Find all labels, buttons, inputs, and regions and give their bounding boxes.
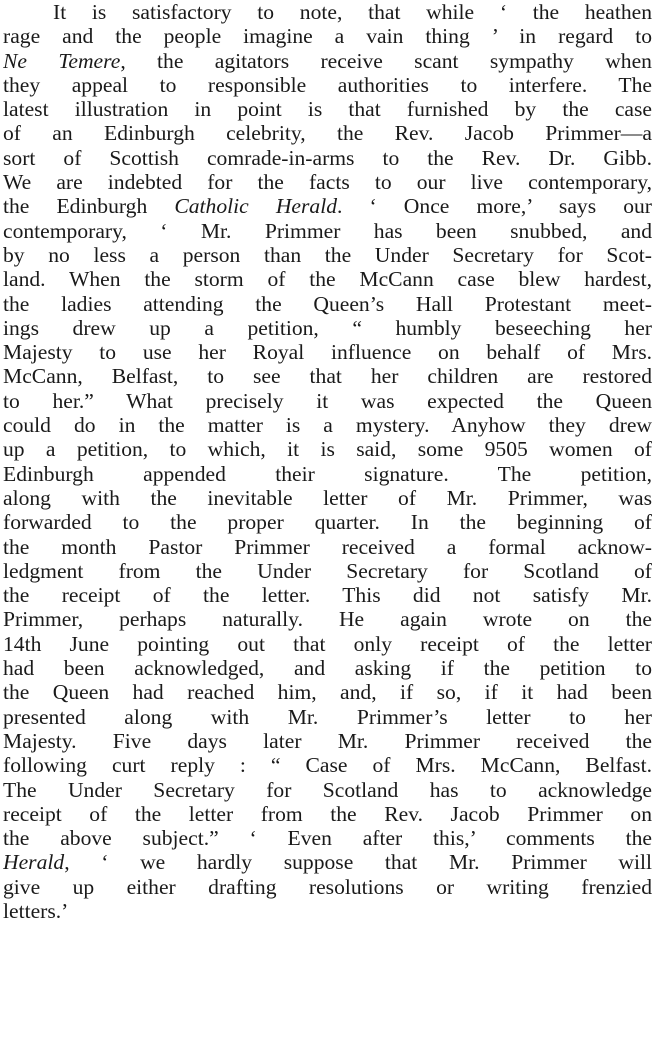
text-segment: letters.’ [3, 898, 69, 923]
text-segment: McCann, Belfast, to see that her children are restored [3, 364, 652, 389]
text-segment: the receipt of the letter. This did not satisfy Mr. [3, 583, 652, 608]
text-line [3, 583, 652, 607]
text-line [3, 364, 652, 388]
text-line [3, 243, 652, 267]
text-segment: up a petition, to which, it is said, some 9505 women of [3, 437, 652, 462]
text-segment: Majesty to use her Royal influence on behalf of Mrs. [3, 340, 652, 365]
text-segment: the above subject.” ‘ Even after this,’ comments the [3, 826, 652, 851]
text-segment: along with the inevitable letter of Mr. Primmer, was [3, 485, 652, 510]
text-segment: by no less a person than the Under Secretary for Scot- [3, 242, 652, 267]
text-segment: Edinburgh appended their signature. The petition, [3, 461, 652, 486]
text-segment: Majesty. Five days later Mr. Primmer received the [3, 728, 652, 753]
text-line [3, 49, 652, 73]
text-segment: they appeal to responsible authorities to interfere. The [3, 72, 652, 97]
text-line [3, 413, 652, 437]
text-segment: We are indebted for the facts to our live contemporary, [3, 170, 652, 195]
text-segment: contemporary, ‘ Mr. Primmer has been snubbed, and [3, 218, 652, 243]
text-line [3, 607, 652, 631]
italic-text: Herald [3, 850, 65, 875]
text-line [3, 826, 652, 850]
text-line [3, 899, 652, 923]
text-segment: had been acknowledged, and asking if the petition to [3, 656, 652, 681]
text-segment: give up either drafting resolutions or writing frenzied [3, 874, 652, 899]
text-segment: 14th June pointing out that only receipt of the letter [3, 631, 652, 656]
text-line [3, 462, 652, 486]
text-segment: ings drew up a petition, “ humbly beseeching her [3, 315, 652, 340]
text-line [3, 219, 652, 243]
text-line [3, 97, 652, 121]
text-segment: It is satisfactory to note, that while ‘ the heathen [53, 0, 652, 24]
text-segment: to her.” What precisely it was expected the Queen [3, 388, 652, 413]
text-line [3, 121, 652, 145]
text-line [3, 778, 652, 802]
text-segment: presented along with Mr. Primmer’s letter to her [3, 704, 652, 729]
text-segment: . ‘ Once more,’ says our [337, 194, 652, 219]
italic-text: Ne Temere [3, 48, 121, 73]
text-segment: , ‘ we hardly suppose that Mr. Primmer will [64, 850, 652, 875]
text-line [3, 170, 652, 194]
text-segment: The Under Secretary for Scotland has to acknowledge [3, 777, 652, 802]
text-segment: ledgment from the Under Secretary for Scotland of [3, 558, 652, 583]
text-segment: , the agitators receive scant sympathy when [120, 48, 652, 73]
text-line [3, 705, 652, 729]
text-line [3, 559, 652, 583]
text-line [3, 0, 652, 24]
text-segment: latest illustration in point is that furnished by the case [3, 97, 652, 122]
text-line [3, 535, 652, 559]
text-line [3, 753, 652, 777]
text-line [3, 24, 652, 48]
text-segment: the month Pastor Primmer received a formal acknow- [3, 534, 652, 559]
text-segment: the Edinburgh [3, 194, 175, 219]
text-line [3, 656, 652, 680]
text-segment: could do in the matter is a mystery. Anyhow they drew [3, 413, 652, 438]
text-line [3, 292, 652, 316]
text-line [3, 316, 652, 340]
text-segment: rage and the people imagine a vain thing ’ in regard to [3, 24, 652, 49]
text-segment: receipt of the letter from the Rev. Jacob Primmer on [3, 801, 652, 826]
text-line [3, 486, 652, 510]
italic-text: Catholic Herald [174, 194, 338, 219]
text-line [3, 680, 652, 704]
text-segment: of an Edinburgh celebrity, the Rev. Jacob Primmer—a [3, 121, 652, 146]
text-segment: the Queen had reached him, and, if so, if it had been [3, 680, 652, 705]
text-line [3, 389, 652, 413]
text-line [3, 146, 652, 170]
text-line [3, 802, 652, 826]
text-segment: forwarded to the proper quarter. In the beginning of [3, 510, 652, 535]
text-line [3, 850, 652, 874]
text-line [3, 510, 652, 534]
text-segment: the ladies attending the Queen’s Hall Protestant meet- [3, 291, 652, 316]
text-line [3, 340, 652, 364]
text-line [3, 437, 652, 461]
text-line [3, 729, 652, 753]
text-segment: Primmer, perhaps naturally. He again wrote on the [3, 607, 652, 632]
text-line [3, 632, 652, 656]
text-line [3, 194, 652, 218]
text-segment: sort of Scottish comrade-in-arms to the Rev. Dr. Gibb. [3, 145, 652, 170]
text-segment: following curt reply : “ Case of Mrs. McCann, Belfast. [3, 753, 652, 778]
article-paragraph [3, 0, 652, 923]
text-line [3, 73, 652, 97]
text-line [3, 875, 652, 899]
text-line [3, 267, 652, 291]
text-segment: land. When the storm of the McCann case blew hardest, [3, 267, 652, 292]
